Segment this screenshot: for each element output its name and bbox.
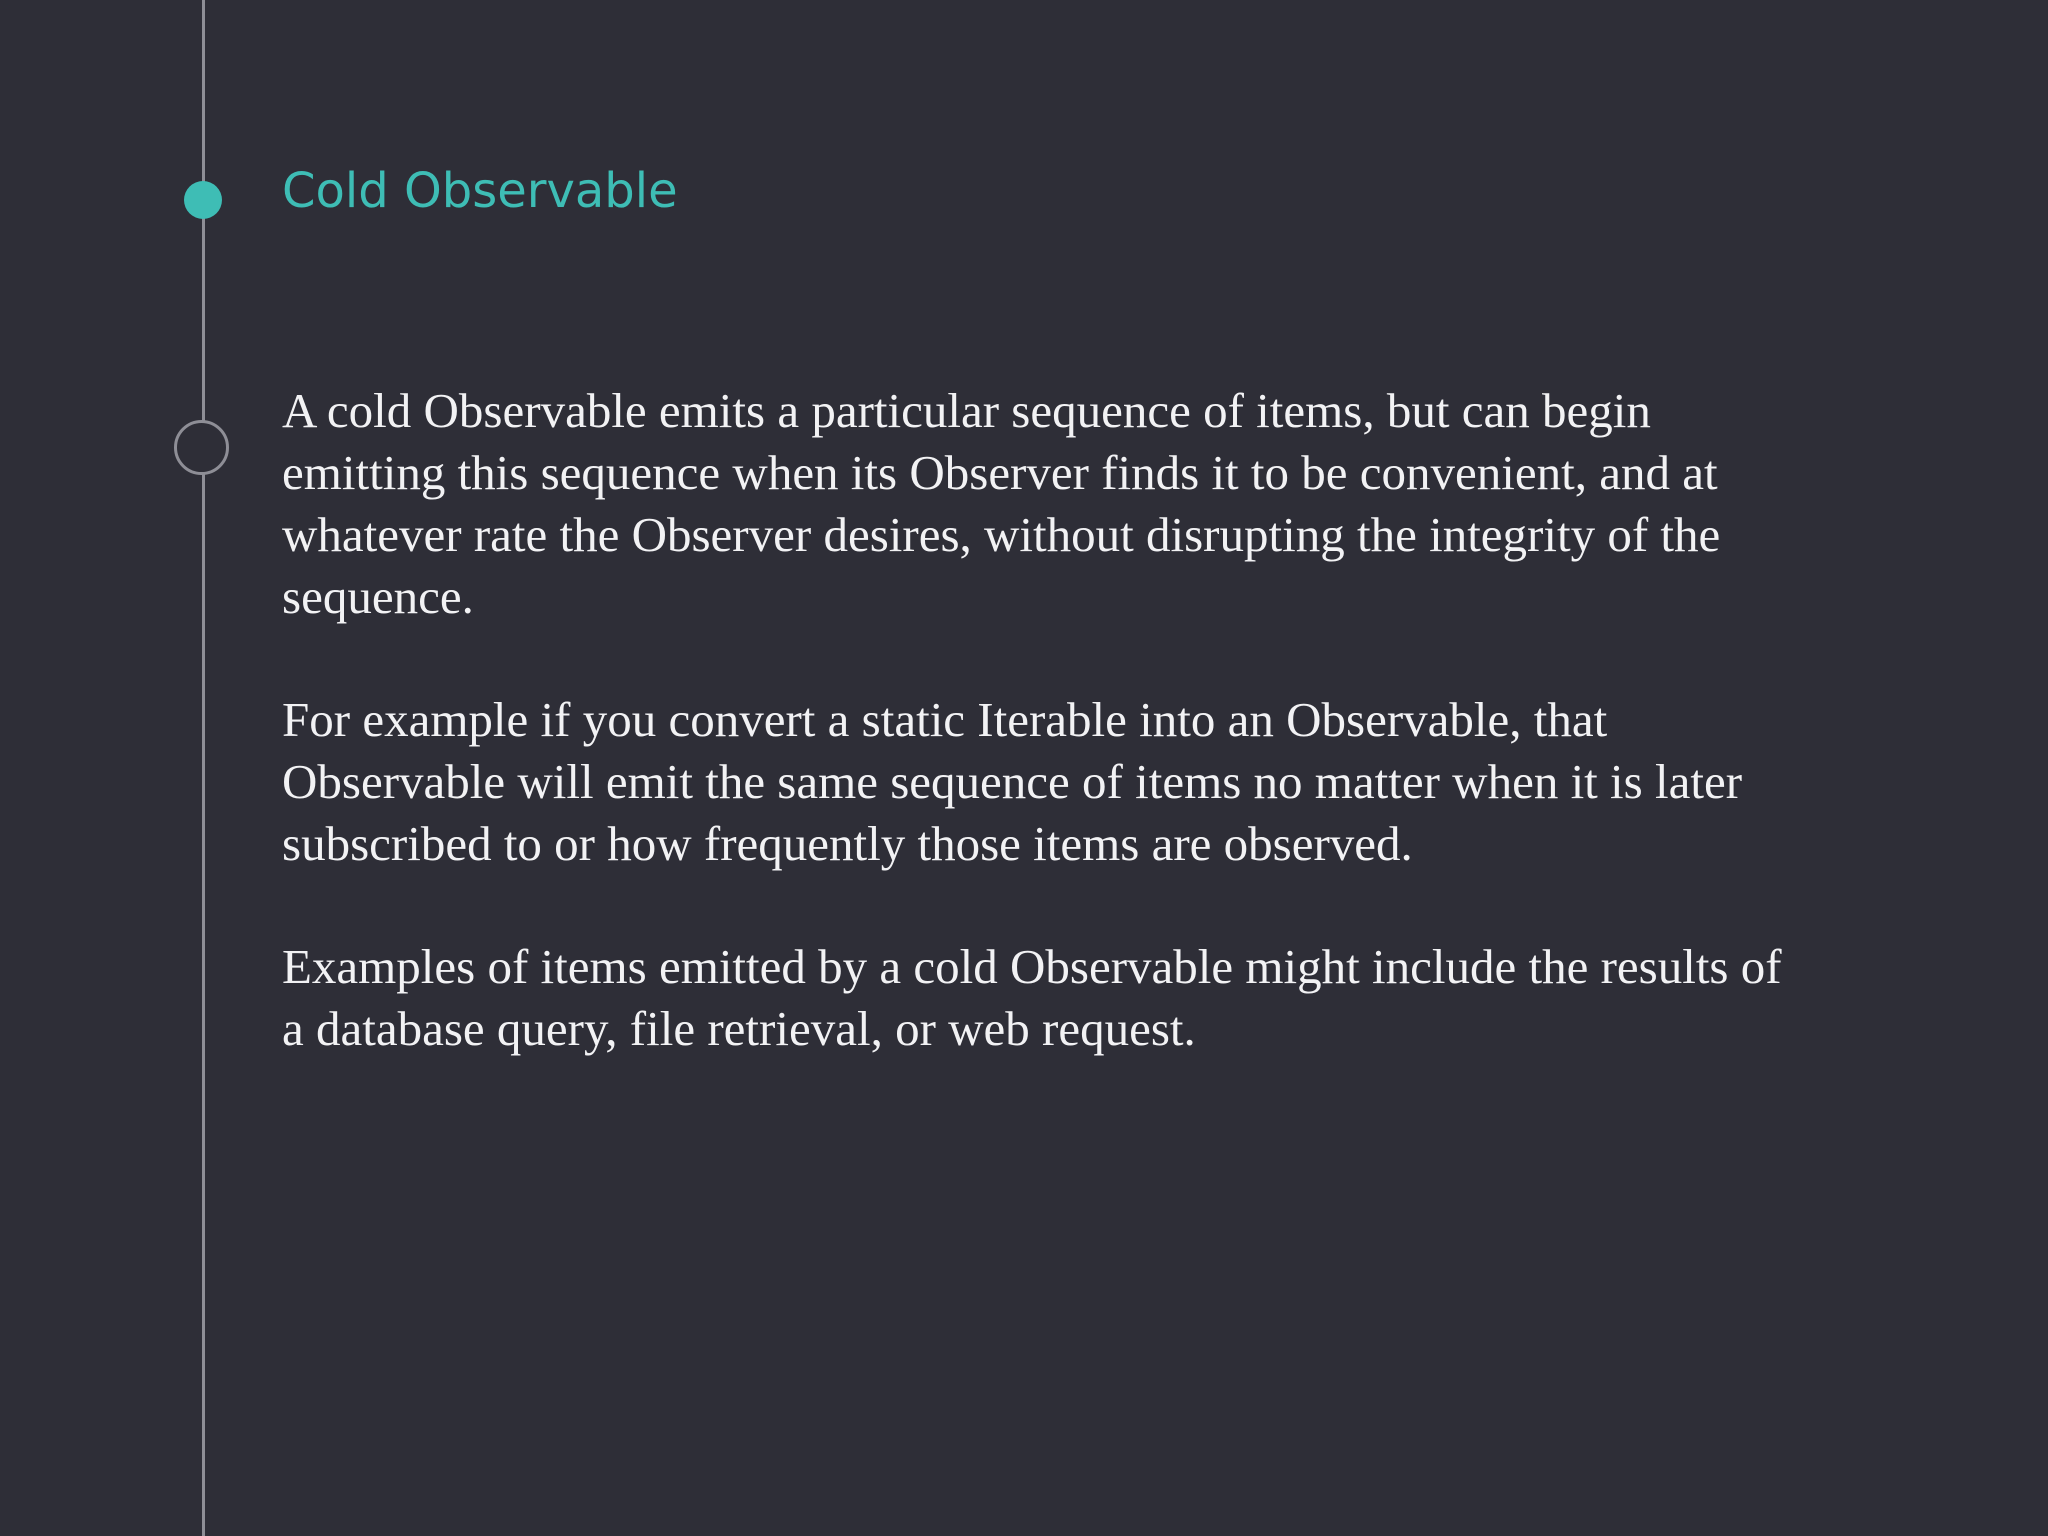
paragraph-use-cases: Examples of items emitted by a cold Observable might include the results of a database query, file retrieval, or web request. <box>282 939 1782 1056</box>
paragraph-example: For example if you convert a static Iterable into an Observable, that Observable will emit the same sequence of items no matter when it is later subscribed to or how frequently those items are observed. <box>282 692 1743 871</box>
slide-body <box>282 380 1802 1121</box>
timeline-inactive-dot-icon <box>174 420 229 475</box>
paragraph-definition: A cold Observable emits a particular sequence of items, but can begin emitting this sequence when its Observer finds it to be convenient, and at whatever rate the Observer desires, without disrupting the integrity of the sequence. <box>282 383 1721 624</box>
timeline-line <box>202 0 205 1536</box>
slide-title: Cold Observable <box>282 163 678 219</box>
timeline-active-dot-icon <box>184 181 222 219</box>
